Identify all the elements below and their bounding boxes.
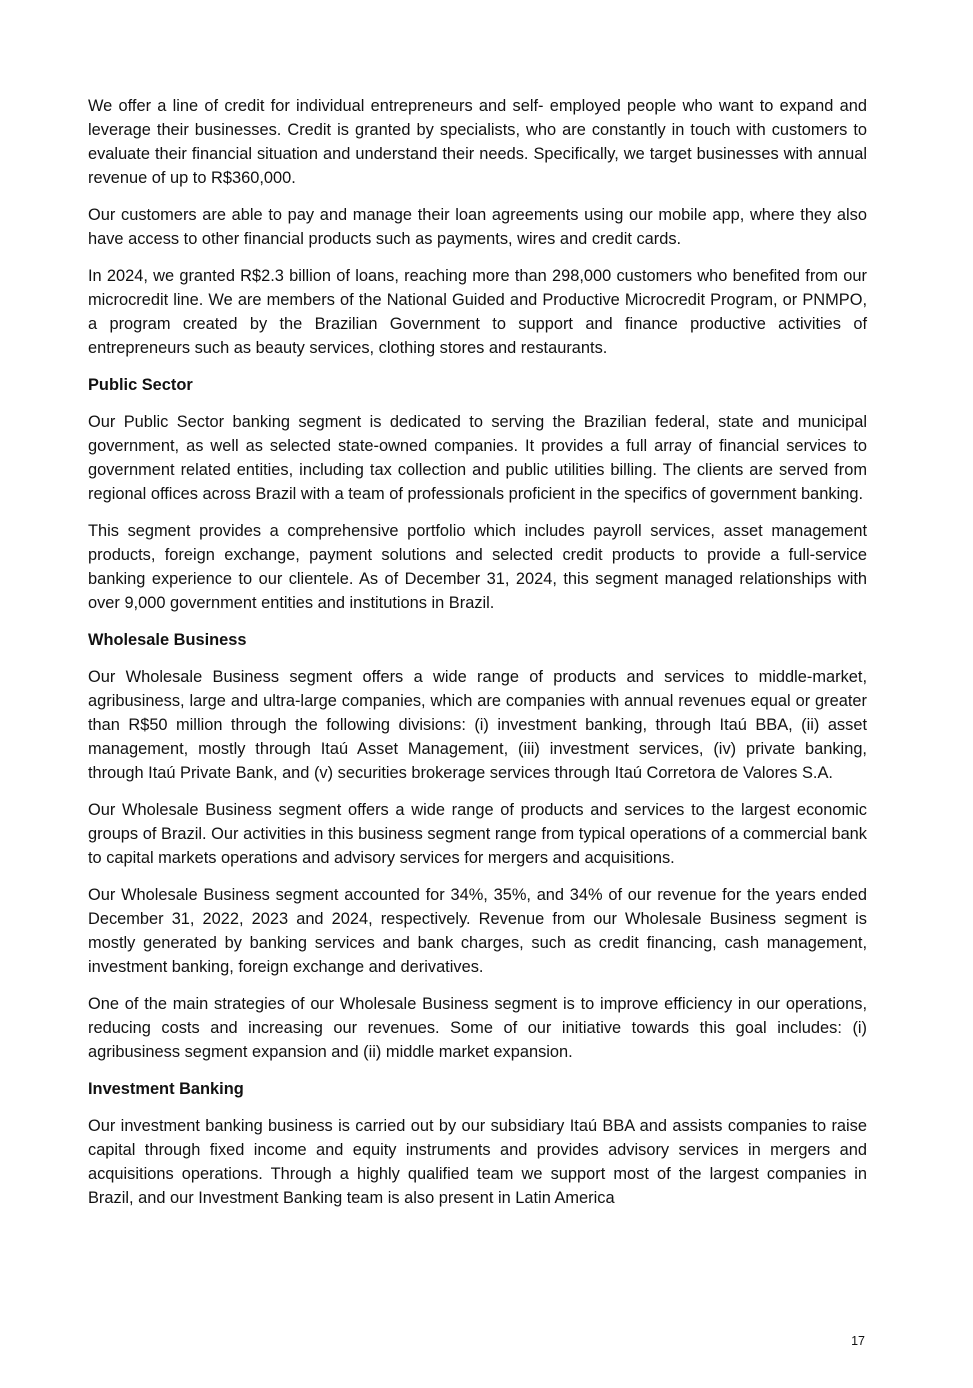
paragraph-public-sector-overview: Our Public Sector banking segment is dedicated to serving the Brazilian federal, state and municipal government, as well as selected state-owned companies. It provides a full array of financial services to government related entities, including tax collection and public utilities billing. The clients are served from regional offices across Brazil with a team of professionals proficient in the specifics of government banking. (88, 413, 867, 503)
paragraph-wholesale-revenue: Our Wholesale Business segment accounted for 34%, 35%, and 34% of our revenue for the years ended December 31, 2022, 2023 and 2024, respectively. Revenue from our Wholesale Business segment is mostly generated by banking services and bank charges, such as credit financing, cash management, investment banking, foreign exchange and derivatives. (88, 886, 867, 976)
document-page (88, 94, 867, 1223)
paragraph-loans-2024: In 2024, we granted R$2.3 billion of loans, reaching more than 298,000 customers who benefited from our microcredit line. We are members of the National Guided and Productive Microcredit Program, or PNMPO, a program created by the Brazilian Government to support and finance productive activities of entrepreneurs such as beauty services, clothing stores and restaurants. (88, 267, 867, 357)
paragraph-wholesale-strategy: One of the main strategies of our Wholesale Business segment is to improve efficiency in our operations, reducing costs and increasing our revenues. Some of our initiative towards this goal includes: (i) agribusiness segment expansion and (ii) middle market expansion. (88, 995, 867, 1061)
heading-public-sector: Public Sector (88, 376, 193, 394)
paragraph-investment-banking: Our investment banking business is carried out by our subsidiary Itaú BBA and assists companies to raise capital through fixed income and equity instruments and provides advisory services in mergers and acquisitions operations. Through a highly qualified team we support most of the largest companies in Brazil, and our Investment Banking team is also present in Latin America (88, 1117, 867, 1207)
paragraph-wholesale-activities: Our Wholesale Business segment offers a wide range of products and services to the largest economic groups of Brazil. Our activities in this business segment range from typical operations of a commercial bank to capital markets operations and advisory services for mergers and acquisitions. (88, 801, 867, 867)
paragraph-mobile-app: Our customers are able to pay and manage their loan agreements using our mobile app, where they also have access to other financial products such as payments, wires and credit cards. (88, 206, 867, 248)
page-number: 17 (851, 1334, 865, 1348)
paragraph-wholesale-divisions: Our Wholesale Business segment offers a wide range of products and services to middle-market, agribusiness, large and ultra-large companies, which are companies with annual revenues equal or greater than R$50 million through the following divisions: (i) investment banking, through Itaú BBA, (ii) asset management, mostly through Itaú Asset Management, (iii) investment services, (iv) private banking, through Itaú Private Bank, and (v) securities brokerage services through Itaú Corretora de Valores S.A. (88, 668, 867, 782)
paragraph-public-sector-portfolio: This segment provides a comprehensive portfolio which includes payroll services, asset management products, foreign exchange, payment solutions and selected credit products to provide a full-service banking experience to our clientele. As of December 31, 2024, this segment managed relationships with over 9,000 government entities and institutions in Brazil. (88, 522, 867, 612)
heading-investment-banking: Investment Banking (88, 1080, 244, 1098)
heading-wholesale-business: Wholesale Business (88, 631, 247, 649)
paragraph-microcredit-intro: We offer a line of credit for individual entrepreneurs and self- employed people who want to expand and leverage their businesses. Credit is granted by specialists, who are constantly in touch with customers to evaluate their financial situation and understand their needs. Specifically, we target businesses with annual revenue of up to R$360,000. (88, 97, 867, 187)
